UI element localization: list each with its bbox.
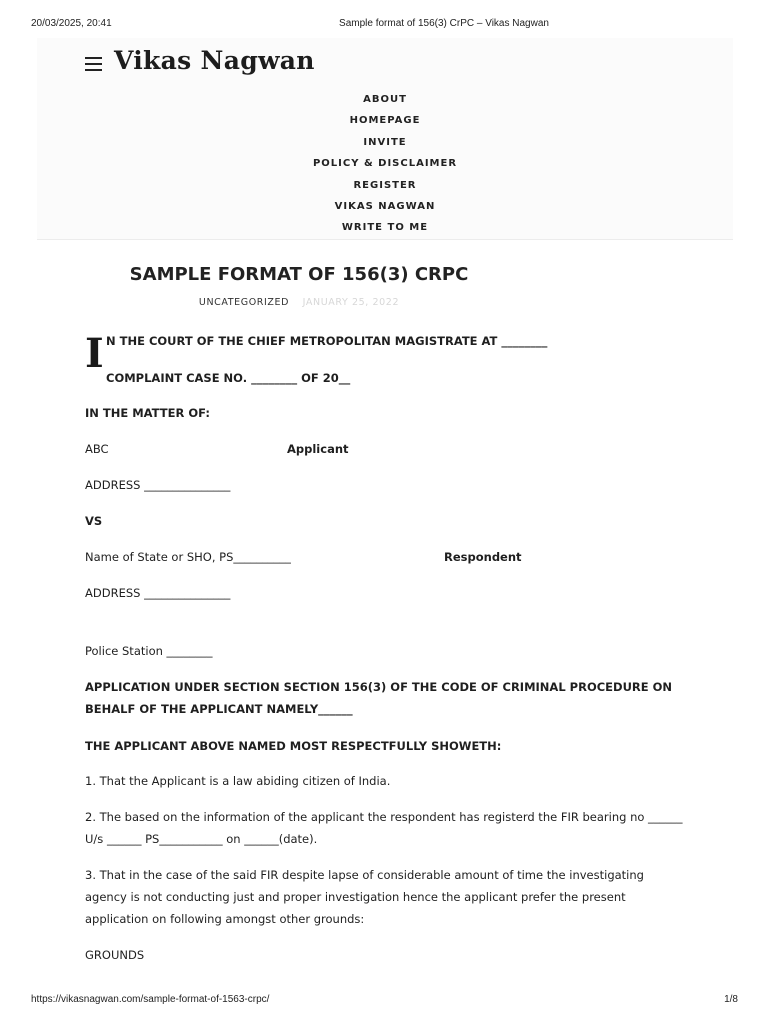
- case-number-line: COMPLAINT CASE NO. ________ OF 20__: [106, 371, 351, 385]
- applicant-label: Applicant: [287, 442, 349, 456]
- respondent-address: ADDRESS _______________: [85, 586, 231, 600]
- post-date[interactable]: JANUARY 25, 2022: [302, 297, 400, 308]
- showeth-heading: THE APPLICANT ABOVE NAMED MOST RESPECTFULLY SHOWETH:: [85, 739, 502, 753]
- grounds-heading: GROUNDS: [85, 948, 145, 962]
- police-station-line: Police Station ________: [85, 644, 213, 658]
- post-meta: [0, 297, 683, 308]
- print-doc-title: Sample format of 156(3) CrPC – Vikas Nagwan: [339, 18, 549, 29]
- point-1: 1. That the Applicant is a law abiding citizen of India.: [85, 774, 391, 788]
- point-2: 2. The based on the information of the applicant the respondent has registerd the FIR bearing no ______ U/s ______ PS___________ on ______(date).: [85, 810, 683, 846]
- site-header: [37, 38, 733, 240]
- dropcap: I: [85, 330, 104, 377]
- print-footer: [0, 994, 768, 1008]
- hamburger-menu-icon[interactable]: [85, 57, 102, 70]
- print-url: https://vikasnagwan.com/sample-format-of-1563-crpc/: [31, 994, 270, 1005]
- court-line: N THE COURT OF THE CHIEF METROPOLITAN MAGISTRATE AT ________: [106, 334, 548, 348]
- applicant-address: ADDRESS _______________: [85, 478, 231, 492]
- site-title[interactable]: Vikas Nagwan: [114, 46, 315, 75]
- point-3: 3. That in the case of the said FIR despite lapse of considerable amount of time the investigating agency is not conducting just and proper investigation hence the applicant prefer the present application on following amongst other grounds:: [85, 868, 644, 926]
- print-page-number: 1/8: [724, 994, 738, 1005]
- application-heading: APPLICATION UNDER SECTION SECTION 156(3) OF THE CODE OF CRIMINAL PROCEDURE ON BEHALF OF THE APPLICANT NAMELY______: [85, 680, 673, 716]
- nav-item-invite[interactable]: INVITE: [363, 136, 407, 148]
- nav-item-register[interactable]: REGISTER: [353, 179, 417, 191]
- respondent-label: Respondent: [444, 550, 522, 564]
- nav-item-policy-disclaimer[interactable]: POLICY & DISCLAIMER: [312, 158, 458, 170]
- nav-item-write-to-me[interactable]: WRITE TO ME: [341, 222, 429, 234]
- print-datetime: 20/03/2025, 20:41: [31, 18, 112, 29]
- respondent-name: Name of State or SHO, PS__________: [85, 550, 291, 564]
- print-header: [0, 18, 768, 32]
- applicant-name: ABC: [85, 442, 109, 456]
- post-category-link[interactable]: UNCATEGORIZED: [198, 297, 290, 308]
- matter-heading: IN THE MATTER OF:: [85, 406, 210, 420]
- nav-item-about[interactable]: ABOUT: [363, 94, 407, 105]
- versus-label: VS: [85, 514, 103, 528]
- post-title: SAMPLE FORMAT OF 156(3) CRPC: [129, 264, 469, 285]
- nav-item-vikas-nagwan[interactable]: VIKAS NAGWAN: [334, 200, 436, 212]
- nav-item-homepage[interactable]: HOMEPAGE: [349, 115, 421, 127]
- main-nav: [37, 93, 733, 243]
